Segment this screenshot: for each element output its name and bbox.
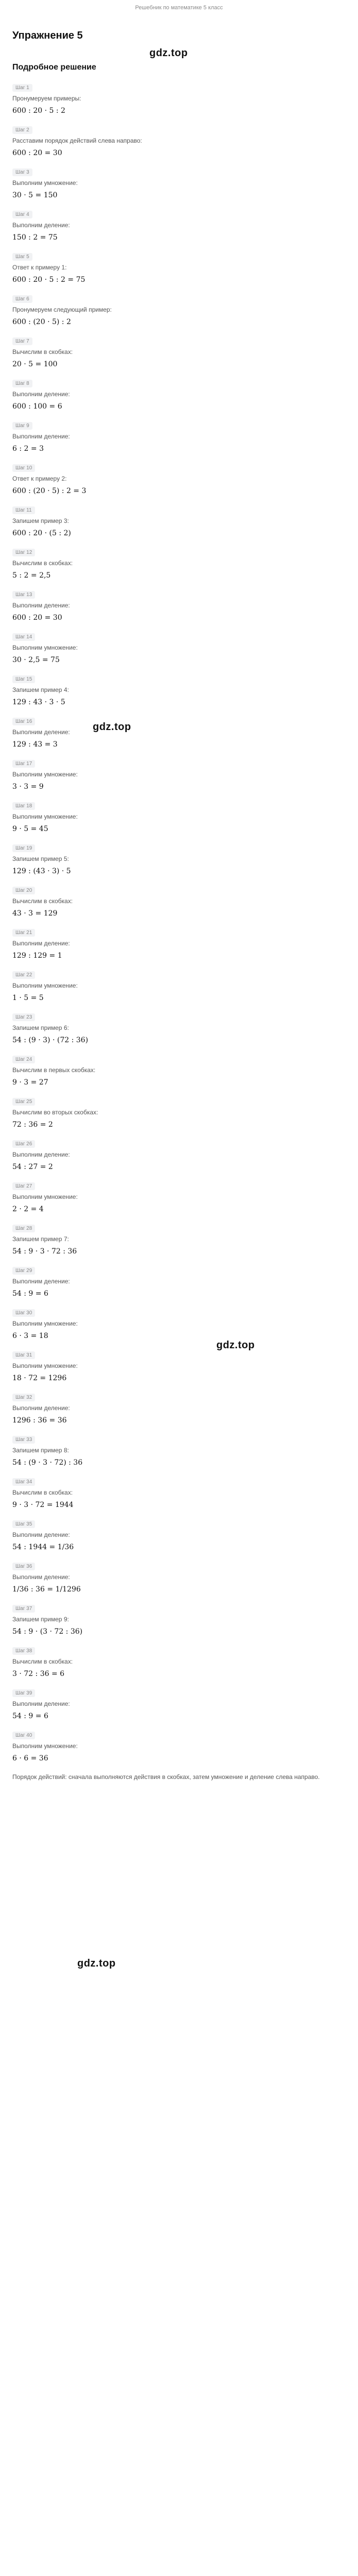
step-text: Выполним деление: — [12, 1404, 70, 1412]
top-bar — [0, 0, 358, 15]
watermark: gdz.top — [93, 721, 131, 733]
step-text: Выполним умножение: — [12, 1362, 78, 1369]
solution-step — [12, 1223, 346, 1257]
solution-step — [12, 1265, 346, 1299]
step-text: Выполним умножение: — [12, 1193, 78, 1200]
step-label: Шаг 22 — [12, 971, 35, 979]
solution-title: Подробное решение — [12, 63, 96, 72]
solution-step — [12, 1646, 346, 1680]
solution-step — [12, 674, 346, 708]
step-text: Ответ к примеру 2: — [12, 475, 67, 482]
step-label: Шаг 11 — [12, 506, 35, 514]
step-label: Шаг 17 — [12, 760, 35, 768]
step-expression: 1/36 : 36 = 1/1296 — [12, 1585, 81, 1594]
solution-step — [12, 167, 346, 201]
solution-step — [12, 1392, 346, 1426]
step-label: Шаг 24 — [12, 1056, 35, 1063]
step-label: Шаг 36 — [12, 1563, 35, 1570]
solution-step — [12, 1012, 346, 1046]
step-text: Выполним умножение: — [12, 982, 78, 989]
solution-step — [12, 1603, 346, 1637]
solution-step — [12, 125, 346, 159]
step-text: Выполним деление: — [12, 433, 70, 440]
step-text: Выполним деление: — [12, 1278, 70, 1285]
solution-step — [12, 758, 346, 792]
step-expression: 600 : 20 = 30 — [12, 149, 62, 157]
step-text: Вычислим в скобках: — [12, 1489, 73, 1496]
step-label: Шаг 27 — [12, 1182, 35, 1190]
step-expression: 3 · 3 = 9 — [12, 783, 44, 791]
step-label: Шаг 21 — [12, 929, 35, 937]
step-label: Шаг 35 — [12, 1520, 35, 1528]
step-text: Выполним деление: — [12, 1700, 70, 1707]
step-expression: 5 : 2 = 2,5 — [12, 571, 51, 580]
solution-step — [12, 1181, 346, 1215]
step-expression: 1296 : 36 = 36 — [12, 1416, 67, 1425]
step-expression: 30 · 5 = 150 — [12, 191, 58, 199]
step-label: Шаг 3 — [12, 168, 32, 176]
solution-step — [12, 927, 346, 961]
step-text: Выполним умножение: — [12, 1742, 78, 1750]
step-expression: 150 : 2 = 75 — [12, 233, 58, 242]
solution-step — [12, 801, 346, 835]
step-text: Запишем пример 5: — [12, 855, 69, 862]
step-expression: 129 : 43 = 3 — [12, 740, 58, 749]
step-expression: 54 : 9 · 3 · 72 : 36 — [12, 1247, 77, 1256]
step-text: Вычислим в скобках: — [12, 897, 73, 905]
step-label: Шаг 12 — [12, 549, 35, 556]
solution-step — [12, 294, 346, 328]
solution-step — [12, 336, 346, 370]
step-text: Выполним умножение: — [12, 644, 78, 651]
solution-step — [12, 463, 346, 497]
step-label: Шаг 26 — [12, 1140, 35, 1148]
solution-step — [12, 1308, 346, 1342]
solution-content — [12, 82, 346, 1790]
step-label: Шаг 31 — [12, 1351, 35, 1359]
step-text: Вычислим в скобках: — [12, 560, 73, 567]
solution-step — [12, 82, 346, 116]
solution-step — [12, 589, 346, 623]
step-text: Запишем пример 8: — [12, 1447, 69, 1454]
step-text: Выполним умножение: — [12, 813, 78, 820]
watermark: gdz.top — [77, 1958, 116, 1969]
step-expression: 3 · 72 : 36 = 6 — [12, 1670, 65, 1678]
solution-step — [12, 1477, 346, 1511]
step-label: Шаг 25 — [12, 1098, 35, 1106]
exercise-title: Упражнение 5 — [12, 30, 83, 41]
step-label: Шаг 39 — [12, 1689, 35, 1697]
step-text: Выполним умножение: — [12, 179, 78, 187]
step-label: Шаг 13 — [12, 591, 35, 599]
solution-step — [12, 1096, 346, 1130]
solution-step — [12, 1561, 346, 1595]
step-expression: 9 · 3 · 72 = 1944 — [12, 1501, 74, 1509]
solution-step — [12, 843, 346, 877]
solution-step — [12, 505, 346, 539]
solution-step — [12, 1054, 346, 1088]
step-label: Шаг 23 — [12, 1013, 35, 1021]
step-text: Выполним деление: — [12, 1573, 70, 1581]
step-text: Расставим порядок действий слева направо: — [12, 137, 142, 144]
step-text: Выполним деление: — [12, 222, 70, 229]
step-text: Вычислим в скобках: — [12, 348, 73, 355]
solution-step — [12, 1688, 346, 1722]
solution-note: Порядок действий: сначала выполняются действия в скобках, затем умножение и деление слева направо. — [12, 1773, 320, 1781]
solution-step — [12, 1434, 346, 1468]
step-text: Выполним деление: — [12, 940, 70, 947]
step-expression: 600 : (20 · 5) : 2 — [12, 318, 71, 326]
step-label: Шаг 15 — [12, 675, 35, 683]
step-label: Шаг 1 — [12, 84, 32, 92]
watermark: gdz.top — [216, 1340, 255, 1351]
step-label: Шаг 7 — [12, 337, 32, 345]
step-expression: 2 · 2 = 4 — [12, 1205, 44, 1213]
step-label: Шаг 18 — [12, 802, 35, 810]
solution-step — [12, 251, 346, 285]
watermark: gdz.top — [149, 47, 188, 59]
step-label: Шаг 20 — [12, 887, 35, 894]
step-label: Шаг 40 — [12, 1732, 35, 1739]
step-text: Выполним умножение: — [12, 771, 78, 778]
step-text: Запишем пример 3: — [12, 517, 69, 524]
solution-step — [12, 420, 346, 454]
step-label: Шаг 38 — [12, 1647, 35, 1655]
step-text: Вычислим в первых скобках: — [12, 1066, 96, 1074]
step-expression: 6 · 3 = 18 — [12, 1332, 48, 1340]
solution-step — [12, 1139, 346, 1173]
solution-step — [12, 885, 346, 919]
solution-step — [12, 1730, 346, 1764]
step-expression: 129 : 129 = 1 — [12, 952, 62, 960]
step-text: Запишем пример 6: — [12, 1024, 69, 1031]
step-text: Запишем пример 4: — [12, 686, 69, 693]
step-expression: 9 · 5 = 45 — [12, 825, 48, 833]
step-label: Шаг 33 — [12, 1436, 35, 1444]
step-label: Шаг 19 — [12, 844, 35, 852]
step-expression: 54 : 27 = 2 — [12, 1163, 53, 1171]
step-label: Шаг 10 — [12, 464, 35, 472]
step-label: Шаг 29 — [12, 1267, 35, 1275]
step-expression: 54 : 1944 = 1/36 — [12, 1543, 74, 1551]
step-expression: 600 : 100 = 6 — [12, 402, 62, 411]
step-expression: 600 : 20 · 5 : 2 — [12, 107, 65, 115]
step-expression: 54 : 9 = 6 — [12, 1712, 48, 1720]
step-expression: 54 : 9 · (3 · 72 : 36) — [12, 1628, 83, 1636]
step-text: Выполним деление: — [12, 728, 70, 736]
step-expression: 129 : 43 · 3 · 5 — [12, 698, 65, 706]
solution-step — [12, 209, 346, 243]
step-expression: 72 : 36 = 2 — [12, 1121, 53, 1129]
step-expression: 18 · 72 = 1296 — [12, 1374, 67, 1382]
step-expression: 54 : (9 · 3) · (72 : 36) — [12, 1036, 89, 1044]
step-text: Выполним деление: — [12, 1151, 70, 1158]
step-label: Шаг 8 — [12, 380, 32, 387]
step-text: Ответ к примеру 1: — [12, 264, 67, 271]
step-expression: 54 : (9 · 3 · 72) : 36 — [12, 1459, 83, 1467]
step-expression: 600 : 20 · (5 : 2) — [12, 529, 71, 537]
solution-step — [12, 1350, 346, 1384]
step-label: Шаг 14 — [12, 633, 35, 641]
step-expression: 600 : (20 · 5) : 2 = 3 — [12, 487, 87, 495]
step-label: Шаг 34 — [12, 1478, 35, 1486]
step-text: Выполним умножение: — [12, 1320, 78, 1327]
step-text: Пронумеруем примеры: — [12, 95, 81, 102]
solution-step — [12, 716, 346, 750]
step-label: Шаг 4 — [12, 211, 32, 218]
solution-step — [12, 1519, 346, 1553]
step-text: Выполним деление: — [12, 602, 70, 609]
step-label: Шаг 37 — [12, 1605, 35, 1613]
step-expression: 600 : 20 · 5 : 2 = 75 — [12, 276, 86, 284]
step-expression: 129 : (43 · 3) · 5 — [12, 867, 71, 875]
step-label: Шаг 16 — [12, 718, 35, 725]
step-expression: 54 : 9 = 6 — [12, 1290, 48, 1298]
step-label: Шаг 30 — [12, 1309, 35, 1317]
step-expression: 20 · 5 = 100 — [12, 360, 58, 368]
step-expression: 6 · 6 = 36 — [12, 1754, 48, 1762]
step-text: Запишем пример 7: — [12, 1235, 69, 1243]
step-text: Запишем пример 9: — [12, 1616, 69, 1623]
step-text: Выполним деление: — [12, 391, 70, 398]
step-label: Шаг 28 — [12, 1225, 35, 1232]
step-label: Шаг 9 — [12, 422, 32, 430]
step-label: Шаг 2 — [12, 126, 32, 134]
step-expression: 43 · 3 = 129 — [12, 909, 58, 918]
solution-step — [12, 970, 346, 1004]
top-link[interactable]: Решебник по математике 5 класс — [135, 5, 223, 11]
step-text: Выполним деление: — [12, 1531, 70, 1538]
step-expression: 6 : 2 = 3 — [12, 445, 44, 453]
step-text: Вычислим во вторых скобках: — [12, 1109, 98, 1116]
step-text: Вычислим в скобках: — [12, 1658, 73, 1665]
steps-list — [12, 82, 346, 1764]
step-label: Шаг 6 — [12, 295, 32, 303]
step-expression: 1 · 5 = 5 — [12, 994, 44, 1002]
step-label: Шаг 32 — [12, 1394, 35, 1401]
step-text: Пронумеруем следующий пример: — [12, 306, 112, 313]
step-label: Шаг 5 — [12, 253, 32, 261]
solution-step — [12, 378, 346, 412]
step-expression: 600 : 20 = 30 — [12, 614, 62, 622]
solution-step — [12, 632, 346, 666]
step-expression: 9 · 3 = 27 — [12, 1078, 48, 1087]
solution-step — [12, 547, 346, 581]
step-expression: 30 · 2,5 = 75 — [12, 656, 60, 664]
